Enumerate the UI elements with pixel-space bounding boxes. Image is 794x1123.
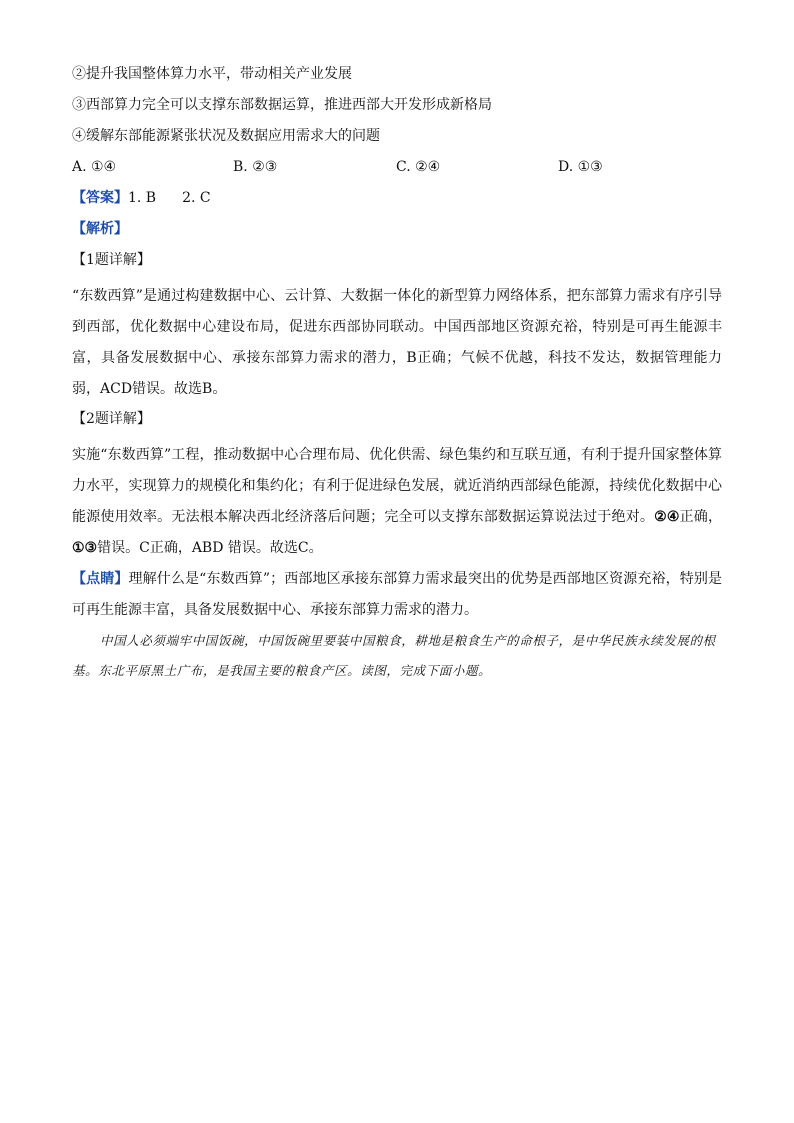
answer-choices (72, 157, 722, 177)
answer-q2: 2. C (182, 190, 211, 206)
q2-explanation (72, 440, 722, 564)
page-content (72, 64, 722, 686)
comment-body: 理解什么是“东数西算”；西部地区承接东部算力需求最突出的优势是西部地区资源充裕，特别是可再生能源丰富，具备发展数据中心、承接东部算力需求的潜力。 (72, 571, 723, 618)
answer-label: 【答案】 (72, 190, 128, 206)
choice-b: B. ②③ (233, 159, 278, 175)
option-statement-4: ④缓解东部能源紧张状况及数据应用需求大的问题 (72, 128, 380, 144)
choice-a: A. ①④ (72, 159, 117, 175)
analysis-label: 【解析】 (72, 221, 128, 237)
q2-correct-options: ②④ (654, 509, 680, 525)
comment-label: 【点睛】 (72, 571, 129, 587)
q2-text-part2: 错误。C正确，ABD 错误。故选C。 (97, 540, 323, 556)
answer-q1: 1. B (128, 190, 157, 206)
q2-text-mid: 正确， (679, 509, 723, 525)
option-statement-3: ③西部算力完全可以支撑东部数据运算，推进西部大开发形成新格局 (72, 97, 492, 113)
q2-text-part1: 实施“东数西算”工程，推动数据中心合理布局、优化供需、绿色集约和互联互通，有利于提升国家整体算力水平，实现算力的规模化和集约化；有利于促进绿色发展，就近消纳西部绿色能源，持续优化数据中心能源使用效率。无法根本解决西北经济落后问题；完全可以支撑东部数据运算说法过于绝对。 (72, 447, 722, 525)
answer-line (72, 188, 722, 208)
choice-c: C. ②④ (396, 159, 441, 175)
q2-wrong-options: ①③ (72, 540, 98, 556)
analysis-line (72, 219, 722, 239)
comment-paragraph (72, 564, 722, 626)
q2-heading: 【2题详解】 (72, 411, 151, 427)
choice-d: D. ①③ (558, 159, 603, 175)
option-statement-2: ②提升我国整体算力水平，带动相关产业发展 (72, 66, 352, 82)
q1-heading: 【1题详解】 (72, 252, 151, 268)
q1-explanation: “东数西算”是通过构建数据中心、云计算、大数据一体化的新型算力网络体系，把东部算力需求有序引导到西部，优化数据中心建设布局，促进东西部协同联动。中国西部地区资源充裕，特别是可再生能源丰富，具备发展数据中心、承接东部算力需求的潜力，B正确；气候不优越，科技不发达，数据管理能力弱，ACD错误。故选B。 (72, 288, 722, 397)
next-question-intro: 中国人必须端牢中国饭碗，中国饭碗里要装中国粮食，耕地是粮食生产的命根子，是中华民族永续发展的根基。东北平原黑土广布，是我国主要的粮食产区。读图，完成下面小题。 (72, 633, 716, 678)
